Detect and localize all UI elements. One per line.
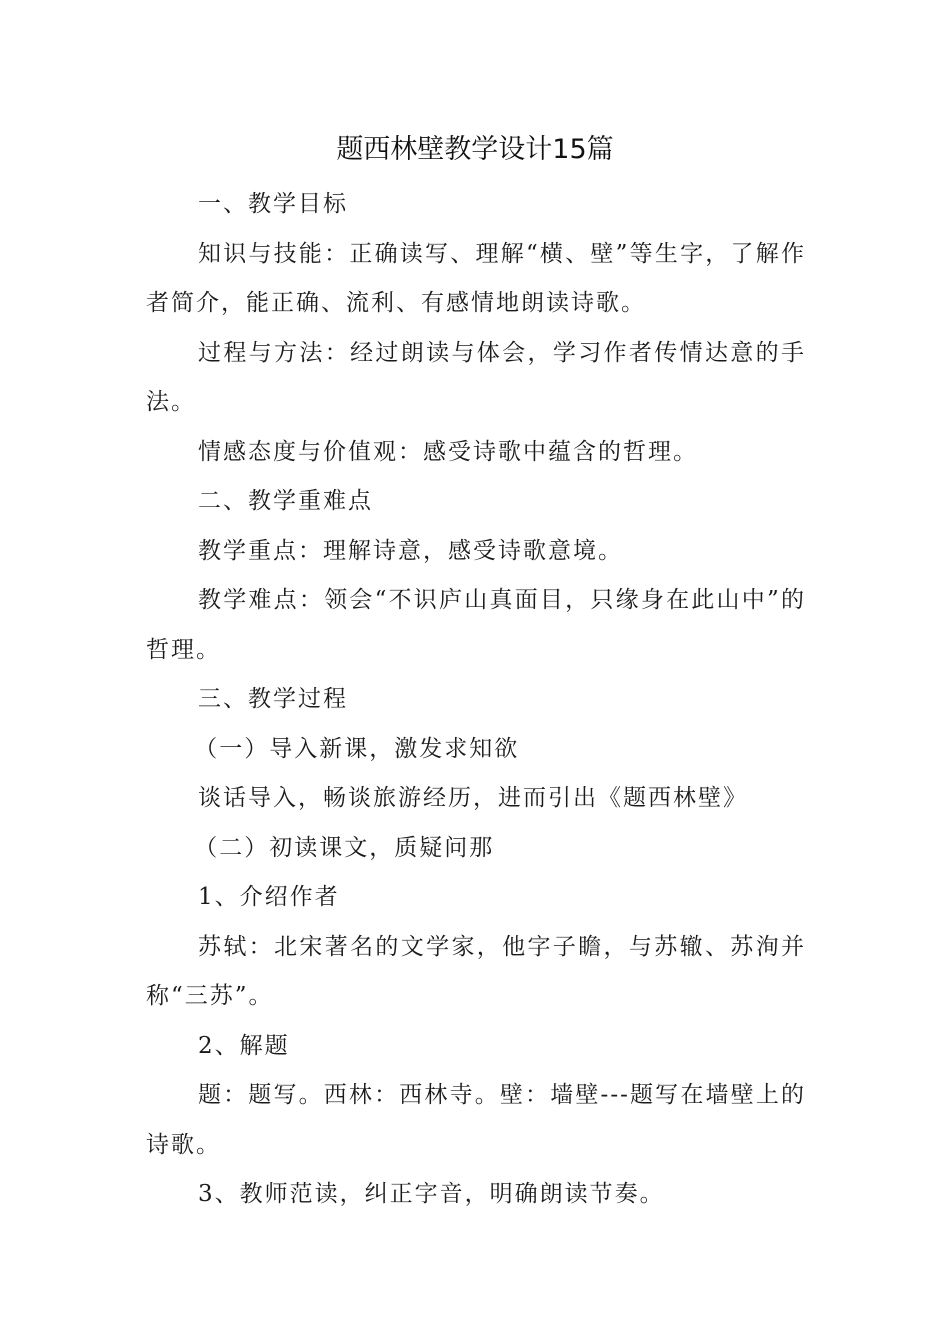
list-item-author: 1、介绍作者 [197,884,340,910]
paragraph-title-explain: 题：题写。西林：西林寺。壁：墙壁---题写在墙壁上的诗歌。 [146,1082,806,1158]
paragraph-emotion-values: 情感态度与价值观：感受诗歌中蕴含的哲理。 [197,438,698,465]
paragraph-difficult-point: 教学难点：领会“不识庐山真面目，只缘身在此山中”的哲理。 [146,587,806,663]
subheading-first-reading: （二）初读课文，质疑问那 [194,834,495,861]
list-item-title-explain: 2、解题 [197,1032,290,1059]
heading-teaching-goals: 一、教学目标 [197,191,348,217]
document-title: 题西林壁教学设计15篇 [336,134,614,165]
paragraph-key-point: 教学重点：理解诗意，感受诗歌意境。 [197,537,623,564]
paragraph-author: 苏轼：北宋著名的文学家，他字子瞻，与苏辙、苏洵并称“三苏”。 [146,933,806,1009]
subheading-introduction: （一）导入新课，激发求知欲 [194,735,520,762]
paragraph-knowledge-skills: 知识与技能：正确读写、理解“横、壁”等生字，了解作者简介，能正确、流利、有感情地朗读诗歌。 [146,240,806,316]
heading-teaching-process: 三、教学过程 [197,686,348,712]
document-body [146,180,806,1220]
list-item-teacher-reading: 3、教师范读，纠正字音，明确朗读节奏。 [197,1181,665,1207]
paragraph-introduction: 谈话导入，畅谈旅游经历，进而引出《题西林壁》 [197,785,748,811]
heading-key-difficult-points: 二、教学重难点 [197,488,373,514]
paragraph-process-method: 过程与方法：经过朗读与体会，学习作者传情达意的手法。 [146,339,806,415]
